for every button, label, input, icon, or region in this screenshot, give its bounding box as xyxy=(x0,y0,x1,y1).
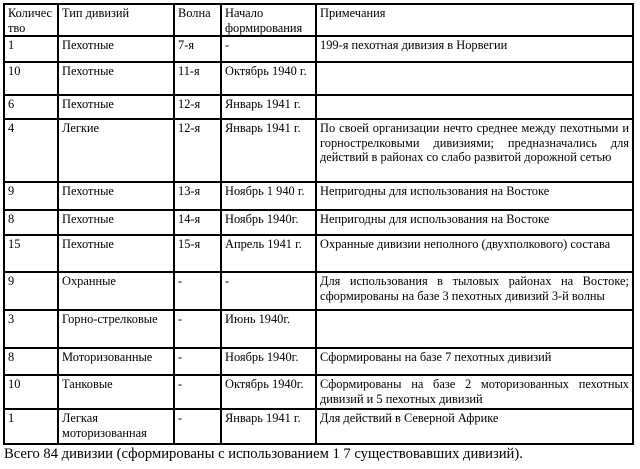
cell-type: Охранные xyxy=(58,272,174,310)
cell-count: 9 xyxy=(4,182,58,210)
cell-notes: Сформированы на базе 2 моторизованных пехотных дивизий и 5 пехотных дивизий xyxy=(316,375,633,409)
footer-summary: Всего 84 дивизии (сформированы с использованием 1 7 существовавших дивизий). xyxy=(4,446,523,462)
cell-start: Январь 1941 г. xyxy=(221,119,316,182)
cell-notes: Охранные дивизии неполного (двухполкового) состава xyxy=(316,235,633,272)
cell-notes: Для использования в тыловых районах на Востоке; сформированы на базе 3 пехотных дивизий 3-й волны xyxy=(316,272,633,310)
cell-type: Моторизованные xyxy=(58,348,174,375)
cell-wave: - xyxy=(174,409,221,444)
cell-notes: 199-я пехотная дивизия в Норвегии xyxy=(316,36,633,62)
cell-notes: По своей организации нечто среднее между пехотными и горнострелковыми дивизиями; предназначались для действий в районах со слабо развитой дорожной сетью xyxy=(316,119,633,182)
header-row xyxy=(4,4,633,36)
cell-notes xyxy=(316,310,633,348)
table-row xyxy=(4,348,633,375)
cell-start: - xyxy=(221,272,316,310)
header-start: Начало формирования xyxy=(221,4,316,36)
header-type: Тип дивизий xyxy=(58,4,174,36)
cell-count: 1 xyxy=(4,36,58,62)
table-row xyxy=(4,310,633,348)
cell-type: Пехотные xyxy=(58,235,174,272)
table-row xyxy=(4,375,633,409)
table-row xyxy=(4,119,633,182)
cell-start: Июнь 1940г. xyxy=(221,310,316,348)
cell-wave: 12-я xyxy=(174,95,221,119)
header-notes: Примечания xyxy=(316,4,633,36)
cell-start: - xyxy=(221,36,316,62)
cell-notes: Непригодны для использования на Востоке xyxy=(316,182,633,210)
table-row xyxy=(4,210,633,235)
cell-start: Январь 1941 г. xyxy=(221,95,316,119)
cell-start: Ноябрь 1940г. xyxy=(221,348,316,375)
cell-count: 15 xyxy=(4,235,58,272)
cell-start: Октябрь 1940г. xyxy=(221,375,316,409)
table-row xyxy=(4,235,633,272)
cell-notes: Сформированы на базе 7 пехотных дивизий xyxy=(316,348,633,375)
cell-wave: - xyxy=(174,310,221,348)
cell-count: 6 xyxy=(4,95,58,119)
cell-wave: 15-я xyxy=(174,235,221,272)
cell-start: Ноябрь 1 940 г. xyxy=(221,182,316,210)
cell-type: Пехотные xyxy=(58,36,174,62)
cell-count: 10 xyxy=(4,375,58,409)
table-row xyxy=(4,62,633,95)
cell-count: 1 xyxy=(4,409,58,444)
cell-wave: 11-я xyxy=(174,62,221,95)
header-count: Количество xyxy=(4,4,58,36)
cell-wave: - xyxy=(174,272,221,310)
cell-notes xyxy=(316,95,633,119)
cell-wave: 13-я xyxy=(174,182,221,210)
cell-wave: 7-я xyxy=(174,36,221,62)
cell-notes xyxy=(316,62,633,95)
cell-start: Ноябрь 1940г. xyxy=(221,210,316,235)
cell-type: Пехотные xyxy=(58,95,174,119)
cell-type: Пехотные xyxy=(58,182,174,210)
table-row xyxy=(4,409,633,444)
cell-type: Горно-стрелковые xyxy=(58,310,174,348)
cell-wave: - xyxy=(174,375,221,409)
cell-notes: Для действий в Северной Африке xyxy=(316,409,633,444)
cell-type: Пехотные xyxy=(58,62,174,95)
cell-count: 4 xyxy=(4,119,58,182)
header-wave: Волна xyxy=(174,4,221,36)
cell-type: Пехотные xyxy=(58,210,174,235)
table-row xyxy=(4,36,633,62)
cell-type: Легкая моторизованная xyxy=(58,409,174,444)
divisions-table xyxy=(3,3,634,445)
cell-wave: - xyxy=(174,348,221,375)
cell-count: 3 xyxy=(4,310,58,348)
table-row xyxy=(4,272,633,310)
cell-count: 8 xyxy=(4,348,58,375)
cell-count: 9 xyxy=(4,272,58,310)
cell-wave: 14-я xyxy=(174,210,221,235)
cell-type: Танковые xyxy=(58,375,174,409)
cell-wave: 12-я xyxy=(174,119,221,182)
table-row xyxy=(4,95,633,119)
cell-type: Легкие xyxy=(58,119,174,182)
cell-count: 8 xyxy=(4,210,58,235)
cell-count: 10 xyxy=(4,62,58,95)
cell-start: Октябрь 1940 г. xyxy=(221,62,316,95)
table-row xyxy=(4,182,633,210)
cell-notes: Непригодны для использования на Востоке xyxy=(316,210,633,235)
cell-start: Январь 1941 г. xyxy=(221,409,316,444)
cell-start: Апрель 1941 г. xyxy=(221,235,316,272)
